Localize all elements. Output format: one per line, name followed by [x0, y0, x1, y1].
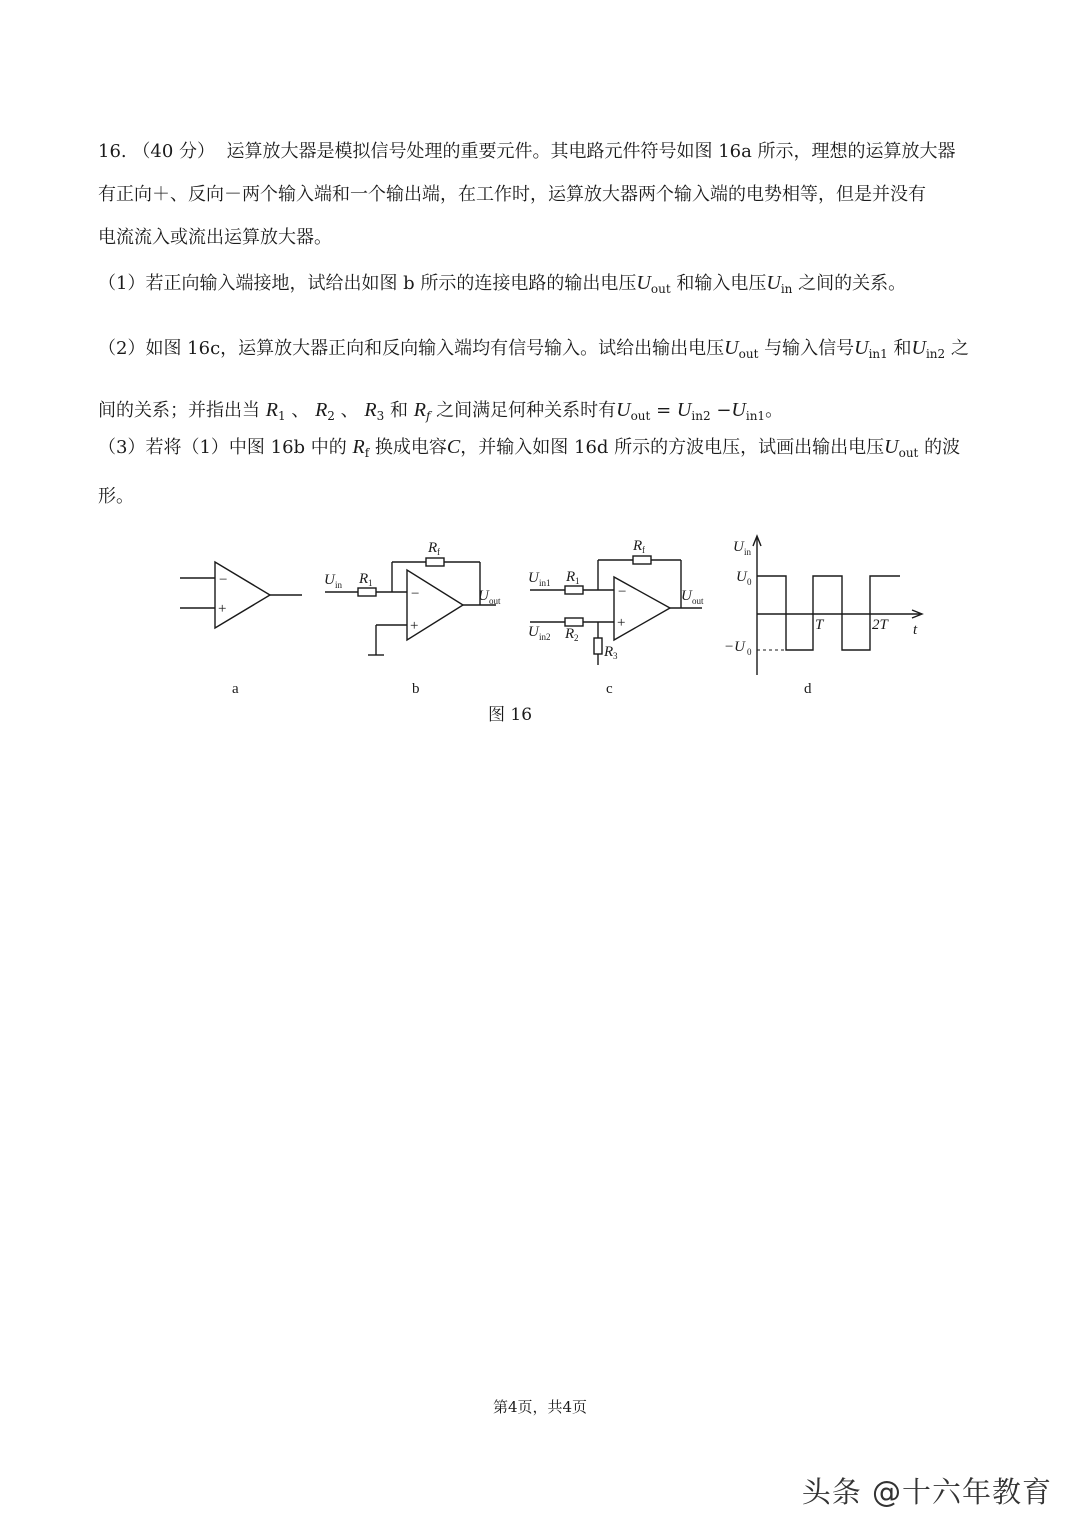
part-3-text-d: 的波 — [924, 437, 961, 458]
b-label-r-sub: 1 — [368, 578, 373, 588]
part-3-text-b: 换成电容 — [374, 437, 447, 458]
c-label-r2-sub: 2 — [574, 633, 579, 643]
question-number: 16. — [98, 141, 127, 162]
part-1 — [98, 262, 988, 311]
symbol-r1: R — [265, 399, 278, 421]
part-3 — [98, 426, 988, 518]
subscript-1: 1 — [277, 409, 286, 423]
c-label-uin1: U — [528, 570, 539, 586]
d-tick-2T: 2T — [872, 617, 888, 633]
subfigure-label-d: d — [804, 681, 812, 697]
c-label-uin2: U — [528, 624, 539, 640]
part-2-text-h: 和 — [389, 400, 408, 421]
c-label-r3: R — [604, 644, 614, 660]
d-axis-t: t — [913, 622, 918, 638]
c-label-uin2-sub: in2 — [539, 632, 551, 642]
part-2-end: 。 — [765, 400, 784, 421]
b-label-u: U — [324, 572, 335, 588]
subscript-out: out — [898, 446, 919, 460]
c-label-rf-sub: f — [642, 545, 645, 555]
b-minus-sign: − — [411, 586, 420, 602]
c-label-r1: R — [566, 569, 576, 585]
part-2-text-c: 和 — [893, 338, 912, 359]
b-label-rf: R — [428, 540, 438, 556]
part-3-text-a: （3）若将（1）中图 16b 中的 — [98, 437, 347, 458]
b-label-uout: U — [478, 588, 489, 604]
intro-line-1: 运算放大器是模拟信号处理的重要元件。其电路元件符号如图 16a 所示，理想的运算放大器 — [226, 141, 956, 162]
figure-16 — [170, 530, 930, 730]
square-wave — [757, 576, 900, 650]
eq-u-in1: U — [731, 399, 746, 421]
d-label-neg-u0: −U — [724, 639, 745, 655]
subfigure-label-c: c — [606, 681, 613, 697]
question-intro — [98, 130, 988, 259]
symbol-r2: R — [315, 399, 328, 421]
figure-caption: 图 16 — [488, 705, 533, 725]
symbol-u-in2: U — [911, 337, 926, 359]
eq-subscript-in2: in2 — [691, 409, 711, 423]
b-label-uout-sub: out — [489, 596, 501, 606]
symbol-c: C — [446, 436, 461, 458]
symbol-rf: R — [413, 399, 426, 421]
c-minus-sign: − — [618, 584, 627, 600]
d-label-uin: U — [733, 539, 744, 555]
d-label-neg-u0-sub: 0 — [747, 647, 752, 657]
part-2-sep-1: 、 — [291, 400, 310, 421]
c-label-uin1-sub: in1 — [539, 578, 551, 588]
c-label-uout: U — [681, 588, 692, 604]
subscript-in2: in2 — [925, 347, 946, 361]
figure-16-drawing — [170, 530, 930, 730]
symbol-u-out: U — [724, 337, 739, 359]
d-tick-T: T — [815, 617, 824, 633]
c-label-r3-sub: 3 — [613, 651, 618, 661]
part-3-text-e: 形。 — [98, 486, 134, 507]
part-2-text-e: 间的关系；并指出当 — [98, 400, 260, 421]
question-score: （40 分） — [132, 141, 216, 162]
part-2-text-i: 之间满足何种关系时有 — [436, 400, 617, 421]
part-1-text-a: （1）若正向输入端接地，试给出如图 b 所示的连接电路的输出电压 — [98, 273, 637, 294]
eq-u-in2: U — [676, 399, 692, 421]
subscript-2: 2 — [327, 409, 335, 423]
part-3-text-c: ，并输入如图 16d 所示的方波电压，试画出输出电压 — [460, 437, 885, 458]
subscript-3: 3 — [376, 409, 385, 423]
d-label-u0: U — [736, 569, 747, 585]
eq-subscript-out: out — [630, 409, 651, 423]
subscript-out: out — [650, 282, 671, 296]
c-label-rf: R — [633, 538, 643, 554]
symbol-u-in: U — [766, 272, 781, 294]
circuit-b — [325, 558, 496, 655]
subfigure-label-b: b — [412, 681, 420, 697]
eq-minus: − — [716, 400, 732, 421]
c-label-r2: R — [565, 626, 575, 642]
a-minus-sign: − — [219, 572, 228, 588]
symbol-u-out: U — [884, 436, 899, 458]
eq-sign: = — [656, 400, 672, 421]
page-footer: 第4页，共4页 — [492, 1398, 588, 1416]
intro-line-2: 有正向＋、反向－两个输入端和一个输出端，在工作时，运算放大器两个输入端的电势相等，但是并没有 — [98, 184, 926, 205]
symbol-rf: R — [352, 436, 365, 458]
symbol-u-out: U — [636, 272, 651, 294]
subscript-f: f — [364, 446, 370, 460]
d-label-u0-sub: 0 — [747, 577, 752, 587]
c-label-r1-sub: 1 — [575, 576, 580, 586]
part-2-sep-2: 、 — [340, 400, 359, 421]
a-plus-sign: + — [218, 601, 227, 617]
eq-subscript-in1: in1 — [745, 409, 766, 423]
b-label-rf-sub: f — [437, 547, 440, 557]
symbol-u-in1: U — [854, 337, 869, 359]
c-plus-sign: + — [617, 615, 626, 631]
b-label-u-sub: in — [335, 580, 343, 590]
subscript-in1: in1 — [868, 347, 888, 361]
part-1-text-c: 之间的关系。 — [798, 273, 907, 294]
watermark: 头条 @十六年教育 — [801, 1475, 1052, 1509]
c-label-uout-sub: out — [692, 596, 704, 606]
d-label-uin-sub: in — [744, 547, 752, 557]
part-2-text-b: 与输入信号 — [764, 338, 855, 359]
symbol-r3: R — [364, 399, 377, 421]
eq-u-out: U — [616, 399, 631, 421]
subscript-f: f — [425, 409, 431, 423]
circuit-c — [530, 556, 702, 665]
subscript-out: out — [738, 347, 759, 361]
intro-line-3: 电流流入或流出运算放大器。 — [98, 227, 332, 248]
b-plus-sign: + — [410, 618, 419, 634]
b-label-r: R — [359, 571, 369, 587]
part-2-text-a: （2）如图 16c，运算放大器正向和反向输入端均有信号输入。试给出输出电压 — [98, 338, 725, 359]
subfigure-label-a: a — [232, 681, 239, 697]
part-1-text-b: 和输入电压 — [676, 273, 767, 294]
opamp-symbol-a — [180, 562, 302, 628]
waveform-axes — [753, 536, 922, 675]
subscript-in: in — [780, 282, 793, 296]
part-2-text-d: 之 — [950, 338, 969, 359]
